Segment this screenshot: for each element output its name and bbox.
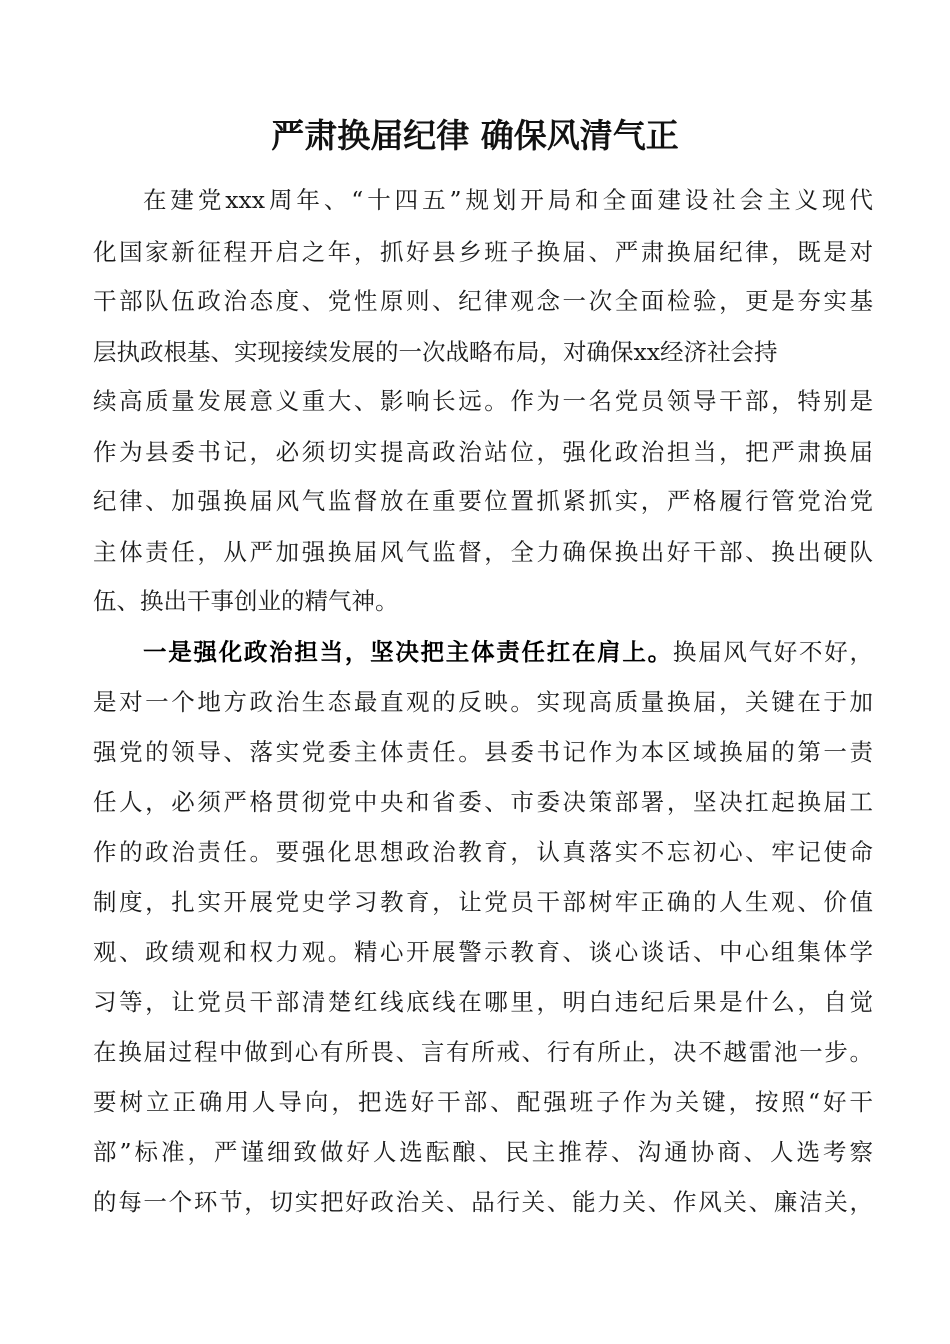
document-title: 严肃换届纪律 确保风清气正 <box>271 116 679 155</box>
paragraph-2-line: 的每一个环节，切实把好政治关、品行关、能力关、作风关、廉洁关， <box>93 1188 873 1216</box>
paragraph-1-line: 主体责任，从严加强换届风气监督，全力确保换出好干部、换出硬队 <box>93 538 873 566</box>
paragraph-2-first-line-rest: 换届风气好不好， <box>672 638 873 666</box>
paragraph-2-line: 部”标准，严谨细致做好人选酝酿、民主推荐、沟通协商、人选考察 <box>93 1138 873 1166</box>
paragraph-1-line: 作为县委书记，必须切实提高政治站位，强化政治担当，把严肃换届 <box>93 438 873 466</box>
paragraph-2-line: 制度，扎实开展党史学习教育，让党员干部树牢正确的人生观、价值 <box>93 888 873 916</box>
paragraph-2-line: 任人，必须严格贯彻党中央和省委、市委决策部署，坚决扛起换届工 <box>93 788 873 816</box>
paragraph-2-line: 要树立正确用人导向，把选好干部、配强班子作为关键，按照“好干 <box>93 1088 873 1116</box>
paragraph-2-lead: 一是强化政治担当，坚决把主体责任扛在肩上。 <box>143 638 673 666</box>
paragraph-1-line: 纪律、加强换届风气监督放在重要位置抓紧抓实，严格履行管党治党 <box>93 487 873 515</box>
paragraph-2-line: 在换届过程中做到心有所畏、言有所戒、行有所止，决不越雷池一步。 <box>93 1038 873 1066</box>
paragraph-1-line: 伍、换出干事创业的精气神。 <box>93 587 399 615</box>
paragraph-2-first-line <box>143 635 873 669</box>
paragraph-2-line: 观、政绩观和权力观。精心开展警示教育、谈心谈话、中心组集体学 <box>93 938 873 966</box>
paragraph-2-line: 是对一个地方政治生态最直观的反映。实现高质量换届，关键在于加 <box>93 688 873 716</box>
paragraph-2-line: 习等，让党员干部清楚红线底线在哪里，明白违纪后果是什么，自觉 <box>93 988 873 1016</box>
paragraph-1-line: 化国家新征程开启之年，抓好县乡班子换届、严肃换届纪律，既是对 <box>93 238 873 266</box>
paragraph-1-line: 干部队伍政治态度、党性原则、纪律观念一次全面检验，更是夯实基 <box>93 287 873 315</box>
paragraph-1-line: 续高质量发展意义重大、影响长远。作为一名党员领导干部，特别是 <box>93 387 873 415</box>
paragraph-2-line: 强党的领导、落实党委主体责任。县委书记作为本区域换届的第一责 <box>93 738 873 766</box>
paragraph-1-line: 在建党xxx周年、“十四五”规划开局和全面建设社会主义现代 <box>143 186 873 214</box>
paragraph-1-line: 层执政根基、实现接续发展的一次战略布局，对确保xx经济社会持 <box>93 338 778 366</box>
paragraph-2-line: 作的政治责任。要强化思想政治教育，认真落实不忘初心、牢记使命 <box>93 838 873 866</box>
